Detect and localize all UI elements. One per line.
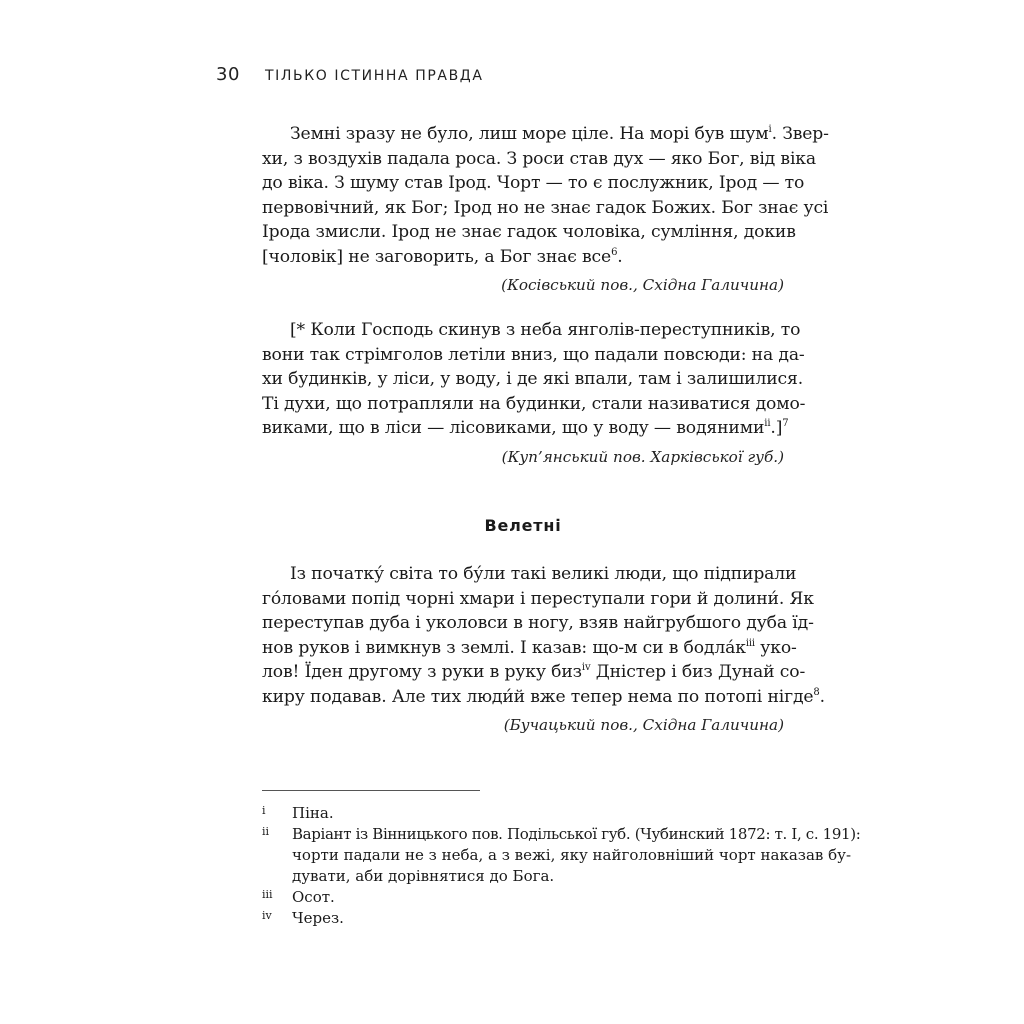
text-line: Ірода змисли. Ірод не знає гадок чоловіка, сумління, докив [262, 222, 796, 242]
text-line: хи будинків, у ліси, у воду, і де які впали, там і залишилися. [262, 369, 804, 389]
paragraph-2 [262, 318, 806, 441]
source-citation: (Куп’янський пов. Харківської губ.) [501, 448, 784, 466]
footnote-ref[interactable]: i [768, 124, 772, 135]
text-line: [чоловік] не заговорить, а Бог знає все$^6$. [262, 246, 623, 267]
text-line: Ті духи, що потрапляли на будинки, стали називатися домо- [262, 393, 806, 414]
footnote-text: Через. [292, 909, 344, 927]
paragraph-1 [262, 122, 829, 269]
footnotes [262, 803, 861, 929]
footnote-divider [262, 790, 480, 791]
footnote-item [262, 803, 784, 824]
footnote-mark: ii [262, 825, 270, 838]
footnote-ref[interactable]: iii [745, 637, 755, 649]
footnote-item [262, 908, 784, 929]
text-line: лов! Їден другому з руки в руку биз$^{iv}$ Дністер і биз Дунай со- [262, 662, 806, 682]
footnote-text: Варіант із Вінницького пов. Подільської губ. (Чубинский 1872: т. І, с. 191): [292, 825, 861, 843]
text-line: Із початку́ світа то бу́ли такі великі люди, що підпирали [290, 564, 797, 584]
text-line: киру подавав. Але тих люди́й вже тепер нема по потопі нігде$^8$. [262, 686, 825, 707]
text-line: нов руков і вимкнув з землі. І казав: що-м си в $бодла́к^{iii}$ уко- [262, 637, 797, 658]
footnote-ref[interactable]: ii [764, 418, 771, 429]
source-citation: (Бучацький пов., Східна Галичина) [503, 716, 784, 734]
text-line: вони так стрімголов летіли вниз, що падали повсюди: на да- [262, 344, 805, 365]
footnote-text: Піна. [292, 804, 334, 822]
endnote-ref[interactable]: 8 [813, 686, 820, 698]
text-line: переступав дуба і уколовси в ногу, взяв найгрубшого дуба їд- [262, 613, 814, 633]
footnote-ref[interactable]: iv [581, 662, 591, 673]
endnote-ref[interactable]: 7 [782, 418, 789, 429]
footnote-ref[interactable]: 6 [611, 246, 618, 258]
footnote-text: Осот. [292, 888, 335, 906]
footnote-mark: i [262, 804, 266, 817]
running-header [216, 64, 484, 85]
text-line: первовічний, як Бог; Ірод но не знає гадок Божих. Бог знає усі [262, 197, 829, 218]
footnote-text: чорти падали не з неба, а з вежі, яку найголовніший чорт наказав бу- [292, 846, 852, 864]
text-line: Земні зразу не було, лиш море ціле. На морі був шум$^i$. Звер- [290, 124, 829, 144]
text-line: до віка. З шуму став Ірод. Чорт — то є послужник, Ірод — то [262, 173, 805, 193]
text-line: виками, що в ліси — лісовиками, що у воду — водяними$^{ii}$.]$^7$ [262, 418, 789, 438]
page-number: 30 [216, 64, 240, 85]
source-citation: (Косівський пов., Східна Галичина) [501, 276, 784, 294]
footnote-text: дувати, аби дорівнятися до Бога. [292, 867, 555, 885]
footnote-mark: iii [262, 888, 273, 901]
section-heading: Велетні [484, 516, 562, 535]
paragraph-3 [262, 562, 825, 709]
text-line: хи, з воздухів падала роса. З роси став дух — яко Бог, від віка [262, 148, 816, 169]
footnote-item [262, 887, 784, 908]
footnote-item [262, 824, 861, 887]
text-line: го́ловами попід чорні хмари і переступали гори й долини́. Як [262, 588, 814, 609]
text-line: [* Коли Господь скинув з неба янголів-переступників, то [290, 320, 801, 340]
footnote-mark: iv [262, 909, 272, 922]
running-title: ТІЛЬКО ІСТИННА ПРАВДА [265, 68, 484, 84]
